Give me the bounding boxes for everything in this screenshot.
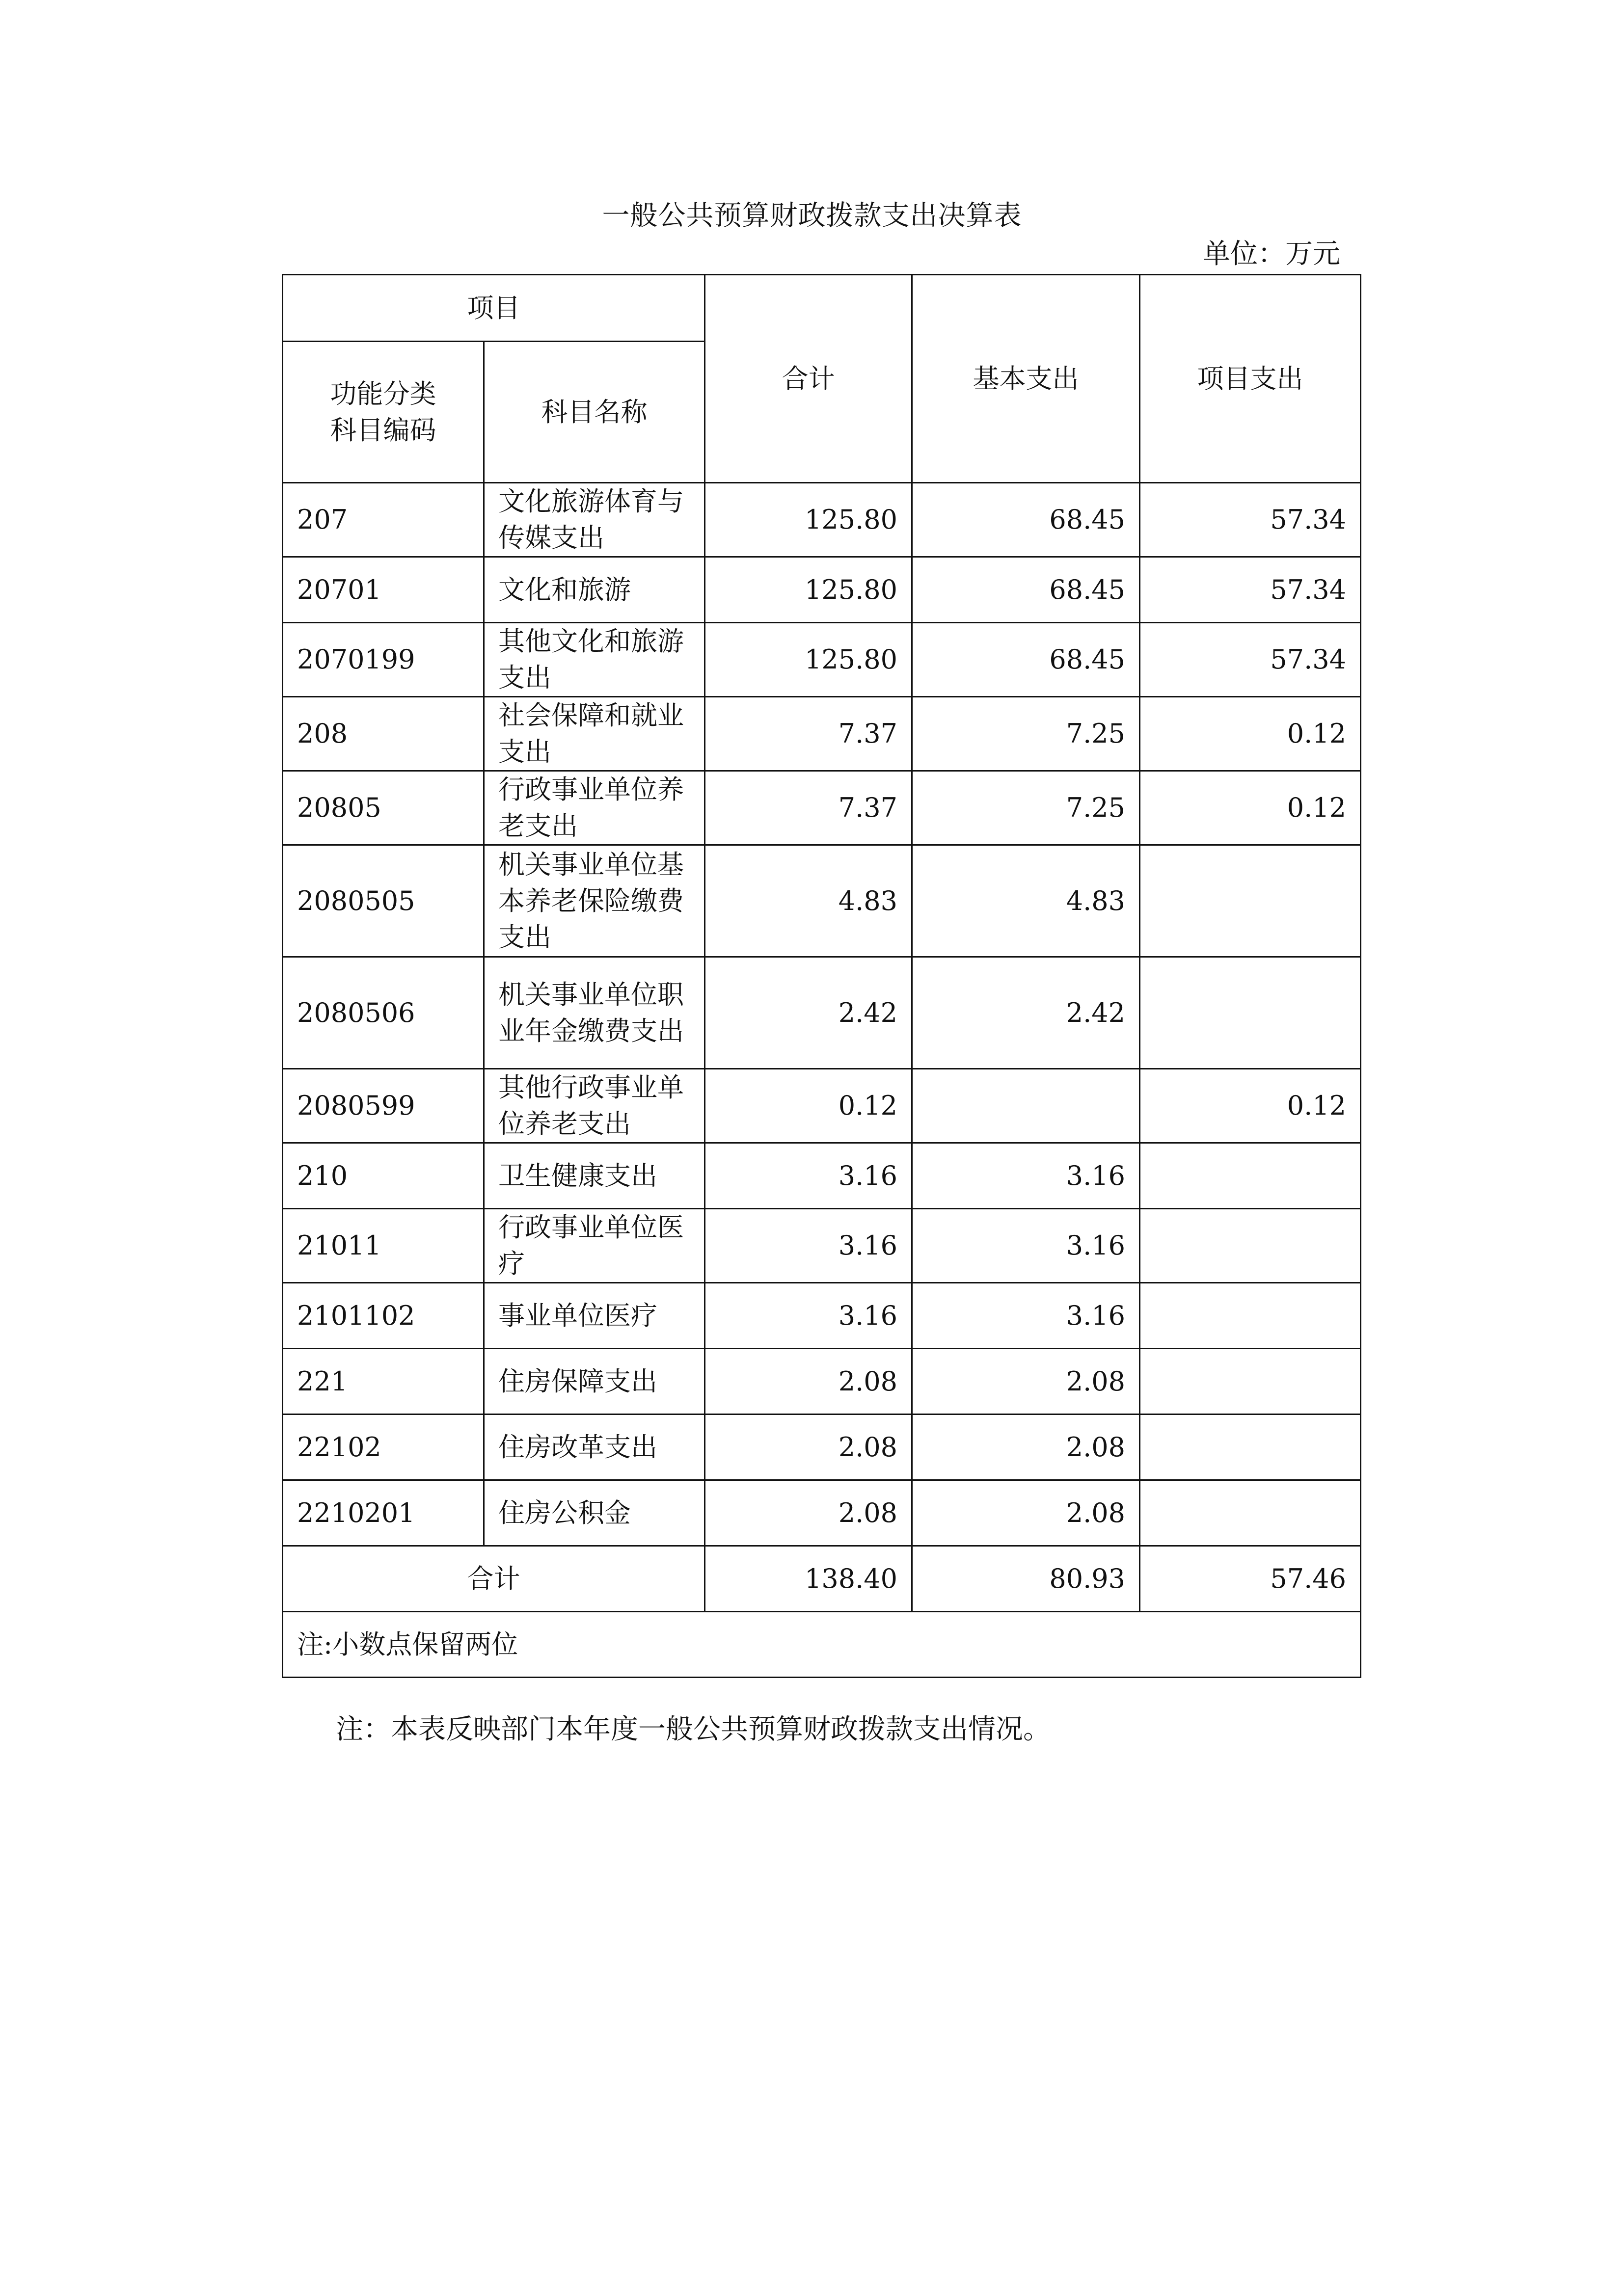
table-row [283, 1069, 1361, 1143]
row-code: 2210201 [283, 1480, 484, 1546]
page-title: 一般公共预算财政拨款支出决算表 [602, 200, 1022, 232]
row-basic: 7.25 [912, 771, 1140, 845]
row-project: 0.12 [1140, 1069, 1361, 1143]
row-basic: 4.83 [912, 845, 1140, 957]
row-basic: 2.42 [912, 957, 1140, 1069]
table-row [283, 1143, 1361, 1209]
row-basic: 68.45 [912, 623, 1140, 697]
table-row [283, 1283, 1361, 1349]
row-project [1140, 1349, 1361, 1415]
row-project: 57.34 [1140, 623, 1361, 697]
row-basic: 2.08 [912, 1480, 1140, 1546]
row-total: 3.16 [705, 1283, 912, 1349]
row-project [1140, 1143, 1361, 1209]
table-row [283, 1415, 1361, 1480]
row-name: 行政事业单位医疗 [484, 1209, 705, 1283]
row-total: 4.83 [705, 845, 912, 957]
row-name: 机关事业单位基本养老保险缴费支出 [484, 845, 705, 957]
row-project [1140, 957, 1361, 1069]
row-code: 2080599 [283, 1069, 484, 1143]
row-name: 文化和旅游 [484, 557, 705, 623]
row-total: 2.42 [705, 957, 912, 1069]
table-row [283, 623, 1361, 697]
header-project-expense: 项目支出 [1140, 275, 1361, 483]
row-code: 2080505 [283, 845, 484, 957]
row-project [1140, 1283, 1361, 1349]
table-row [283, 697, 1361, 771]
row-basic: 68.45 [912, 557, 1140, 623]
row-total: 7.37 [705, 697, 912, 771]
row-total: 125.80 [705, 623, 912, 697]
row-name: 住房改革支出 [484, 1415, 705, 1480]
row-code: 207 [283, 483, 484, 557]
row-basic: 3.16 [912, 1209, 1140, 1283]
summary-project: 57.46 [1140, 1546, 1361, 1612]
row-code: 2101102 [283, 1283, 484, 1349]
row-name: 社会保障和就业支出 [484, 697, 705, 771]
row-code: 208 [283, 697, 484, 771]
row-project: 0.12 [1140, 771, 1361, 845]
row-name: 卫生健康支出 [484, 1143, 705, 1209]
table-row [283, 957, 1361, 1069]
table-note: 注:小数点保留两位 [283, 1612, 1361, 1678]
row-code: 221 [283, 1349, 484, 1415]
summary-row [283, 1546, 1361, 1612]
row-basic [912, 1069, 1140, 1143]
row-name: 机关事业单位职业年金缴费支出 [484, 957, 705, 1069]
row-name: 文化旅游体育与传媒支出 [484, 483, 705, 557]
row-total: 2.08 [705, 1349, 912, 1415]
budget-table [282, 274, 1361, 1678]
row-basic: 2.08 [912, 1349, 1140, 1415]
row-project: 57.34 [1140, 483, 1361, 557]
row-total: 7.37 [705, 771, 912, 845]
table-row [283, 1349, 1361, 1415]
table-row [283, 771, 1361, 845]
header-basic: 基本支出 [912, 275, 1140, 483]
header-code: 功能分类 科目编码 [283, 342, 484, 483]
row-total: 2.08 [705, 1480, 912, 1546]
table-row [283, 845, 1361, 957]
row-project [1140, 1209, 1361, 1283]
header-total: 合计 [705, 275, 912, 483]
row-basic: 3.16 [912, 1143, 1140, 1209]
row-project [1140, 1480, 1361, 1546]
summary-label: 合计 [283, 1546, 705, 1612]
summary-basic: 80.93 [912, 1546, 1140, 1612]
table-row [283, 483, 1361, 557]
row-code: 20805 [283, 771, 484, 845]
row-total: 125.80 [705, 557, 912, 623]
row-total: 2.08 [705, 1415, 912, 1480]
row-basic: 7.25 [912, 697, 1140, 771]
row-name: 其他行政事业单位养老支出 [484, 1069, 705, 1143]
row-code: 21011 [283, 1209, 484, 1283]
row-project [1140, 1415, 1361, 1480]
row-project: 0.12 [1140, 697, 1361, 771]
row-name: 住房公积金 [484, 1480, 705, 1546]
row-name: 其他文化和旅游支出 [484, 623, 705, 697]
row-total: 3.16 [705, 1209, 912, 1283]
row-name: 事业单位医疗 [484, 1283, 705, 1349]
row-project [1140, 845, 1361, 957]
row-total: 125.80 [705, 483, 912, 557]
header-name: 科目名称 [484, 342, 705, 483]
unit-label: 单位：万元 [1203, 238, 1340, 270]
table-row [283, 1480, 1361, 1546]
row-total: 3.16 [705, 1143, 912, 1209]
row-code: 210 [283, 1143, 484, 1209]
row-total: 0.12 [705, 1069, 912, 1143]
table-row [283, 1209, 1361, 1283]
footnote: 注：本表反映部门本年度一般公共预算财政拨款支出情况。 [336, 1713, 1051, 1745]
row-project: 57.34 [1140, 557, 1361, 623]
row-name: 行政事业单位养老支出 [484, 771, 705, 845]
header-project: 项目 [283, 275, 705, 342]
row-code: 20701 [283, 557, 484, 623]
row-basic: 68.45 [912, 483, 1140, 557]
summary-total: 138.40 [705, 1546, 912, 1612]
row-basic: 2.08 [912, 1415, 1140, 1480]
row-basic: 3.16 [912, 1283, 1140, 1349]
row-code: 2070199 [283, 623, 484, 697]
row-code: 2080506 [283, 957, 484, 1069]
table-row [283, 557, 1361, 623]
row-code: 22102 [283, 1415, 484, 1480]
row-name: 住房保障支出 [484, 1349, 705, 1415]
